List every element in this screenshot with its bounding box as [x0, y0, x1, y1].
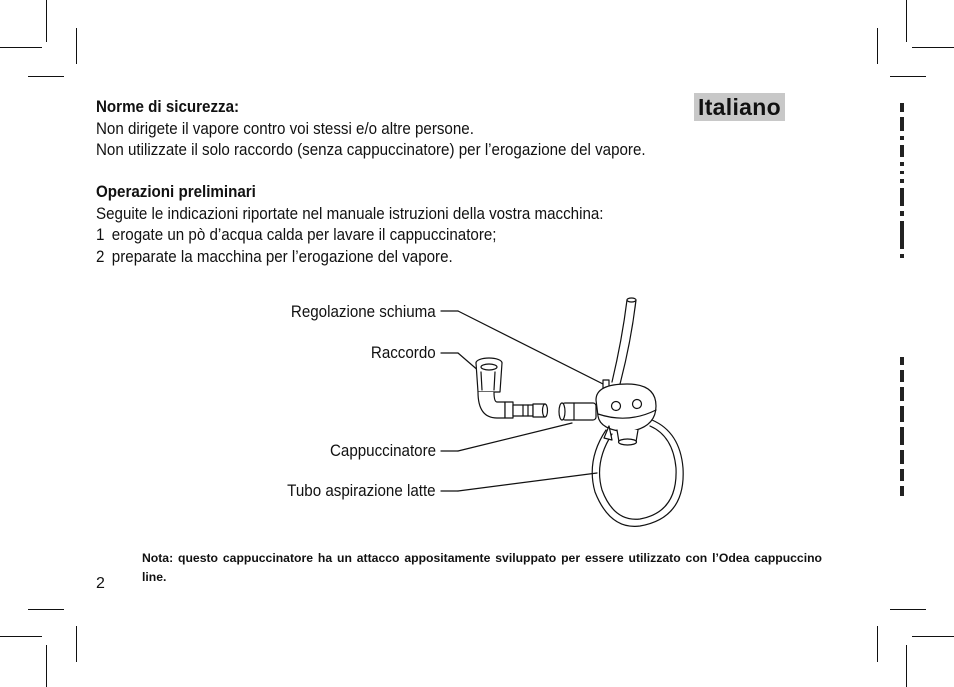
note-text: Nota: questo cappuccinatore ha un attacco appositamente sviluppato per essere utilizzato con l’Odea cappuccino line. [142, 551, 822, 584]
preliminary-heading: Operazioni preliminari [96, 183, 256, 201]
leader-line [458, 423, 572, 451]
label-fitting: Raccordo [371, 344, 436, 362]
language-tab: Italiano [694, 93, 785, 121]
milk-tube-top [612, 298, 636, 384]
safety-line: Non utilizzate il solo raccordo (senza cappuccinatore) per l’erogazione del vapore. [96, 141, 646, 159]
fitting-illustration [476, 358, 548, 418]
safety-heading: Norme di sicurezza: [96, 98, 240, 116]
safety-line: Non dirigete il vapore contro voi stessi e/o altre persone. [96, 119, 474, 138]
label-frother: Cappuccinatore [329, 442, 436, 460]
milk-tube-loop [592, 420, 683, 526]
step-text: preparate la macchina per l’erogazione del vapore. [111, 247, 453, 266]
label-foam-regulation: Regolazione schiuma [291, 303, 436, 321]
label-milk-tube: Tubo aspirazione latte [287, 482, 436, 500]
step-number: 2 [96, 247, 105, 266]
page-number: 2 [96, 575, 105, 592]
step-number: 1 [96, 226, 105, 244]
leader-line [458, 473, 597, 491]
step-text: erogate un pò d’acqua calda per lavare il cappuccinatore; [111, 226, 497, 244]
preliminary-intro: Seguite le indicazioni riportate nel manuale istruzioni della vostra macchina: [96, 204, 604, 223]
